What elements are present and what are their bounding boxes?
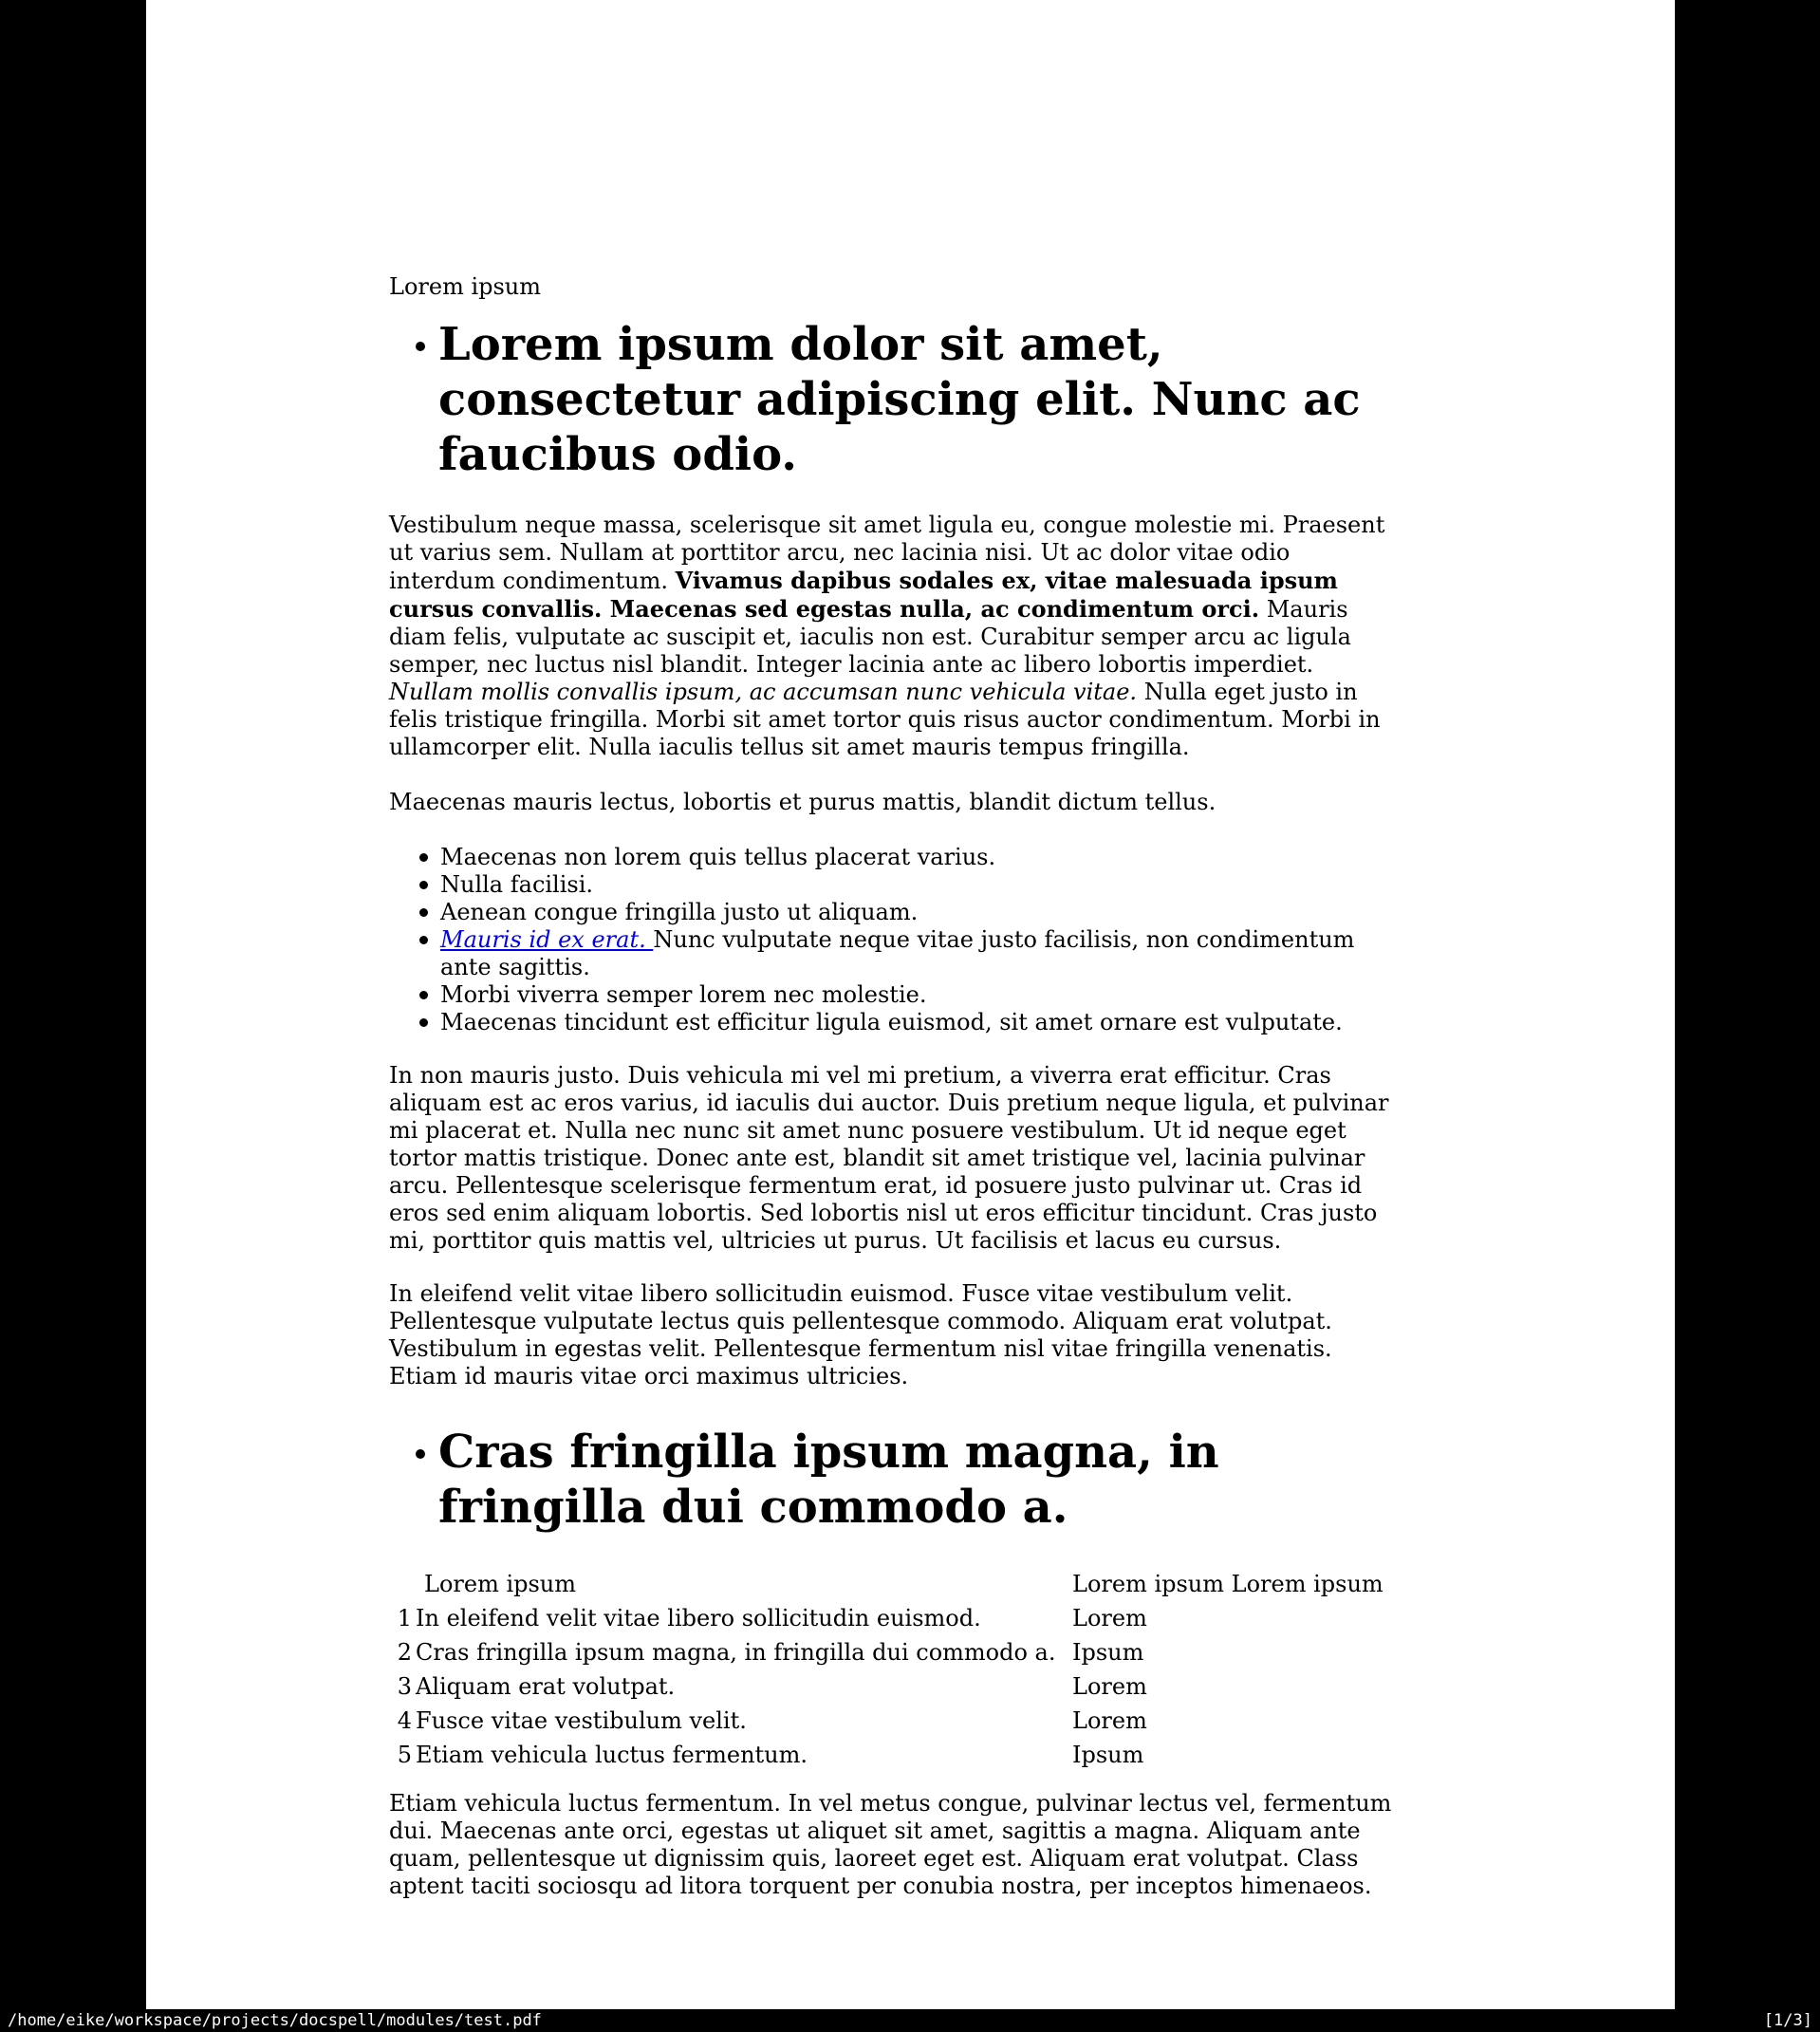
list-bullet-icon bbox=[419, 908, 428, 917]
list-item-text: Maecenas non lorem quis tellus placerat varius. bbox=[440, 844, 996, 870]
table-cell-text: Aliquam erat volutpat. bbox=[416, 1673, 676, 1700]
list-item bbox=[440, 899, 1400, 926]
list-item-text: Nulla facilisi. bbox=[440, 871, 594, 898]
heading-1-text: Lorem ipsum dolor sit amet, consectetur adipiscing elit. Nunc ac faucibus odio. bbox=[438, 318, 1361, 481]
paragraph-1-bold: Vivamus dapibus sodales ex, vitae malesuada ipsum cursus convallis. Maecenas sed egestas nulla, ac condimentum orci. bbox=[389, 567, 1338, 623]
table-cell-value: Ipsum bbox=[1072, 1742, 1144, 1768]
table-cell-value: Lorem bbox=[1072, 1673, 1147, 1700]
table-header-text: Lorem ipsum bbox=[424, 1571, 577, 1597]
paragraph-1-normal-b: Mauris diam felis, vulputate ac suscipit et, iaculis non est. Curabitur semper arcu ac ligula semper, nec luctus nisl blandit. Integer lacinia ante ac libero lobortis imperdiet. bbox=[389, 596, 1351, 678]
paragraph-4: In eleifend velit vitae libero sollicitudin euismod. Fusce vitae vestibulum velit. Pellentesque vulputate lectus quis pellentesque commodo. Aliquam erat volutpat. Vestibulum in egestas velit. Pellentesque fermentum nisl vitae fringilla venenatis. Etiam id mauris vitae orci maximus ultricies. bbox=[389, 1280, 1332, 1389]
list-item bbox=[440, 926, 1400, 981]
paragraph-2: Maecenas mauris lectus, lobortis et purus mattis, blandit dictum tellus. bbox=[389, 789, 1216, 815]
document-content bbox=[389, 0, 1400, 1900]
list-item-text: Nunc vulputate neque vitae justo facilisis, non condimentum ante sagittis. bbox=[440, 926, 1355, 980]
table-header-value: Lorem ipsum Lorem ipsum bbox=[1072, 1571, 1384, 1597]
table-row-number: 5 bbox=[397, 1742, 412, 1768]
statusbar-file-path: /home/eike/workspace/projects/docspell/modules/test.pdf bbox=[8, 2011, 542, 2030]
list-item bbox=[440, 844, 1400, 871]
table-row-number: 1 bbox=[397, 1605, 412, 1631]
list-item-text: Aenean congue fringilla justo ut aliquam. bbox=[440, 899, 919, 925]
list-item bbox=[440, 1009, 1400, 1036]
list-item bbox=[440, 981, 1400, 1009]
heading-2-text: Cras fringilla ipsum magna, in fringilla dui commodo a. bbox=[438, 1426, 1219, 1534]
document-table bbox=[389, 1567, 1400, 1772]
table-row bbox=[389, 1669, 1400, 1704]
table-row bbox=[389, 1704, 1400, 1738]
heading-bullet-icon bbox=[416, 1449, 425, 1459]
heading-bullet-icon bbox=[416, 342, 425, 351]
table-header-num bbox=[389, 1567, 412, 1601]
table-row bbox=[389, 1738, 1400, 1772]
list-bullet-icon bbox=[419, 936, 428, 944]
statusbar bbox=[0, 2009, 1820, 2032]
list-bullet-icon bbox=[419, 853, 428, 862]
list-bullet-icon bbox=[419, 1018, 428, 1027]
paragraph-1 bbox=[389, 512, 1400, 761]
paragraph-3: In non mauris justo. Duis vehicula mi vel mi pretium, a viverra erat efficitur. Cras aliquam est ac eros varius, id iaculis dui auctor. Duis pretium neque ligula, et pulvinar mi placerat et. Nulla nec nunc sit amet nunc posuere vestibulum. Ut id neque eget tortor mattis tristique. Donec ante est, blandit sit amet tristique vel, lacinia pulvinar arcu. Pellentesque scelerisque fermentum erat, id posuere justo pulvinar ut. Cras id eros sed enim aliquam lobortis. Sed lobortis nisl ut eros efficitur tincidunt. Cras justo mi, porttitor quis mattis vel, ultricies ut purus. Ut facilisis et lacus eu cursus. bbox=[389, 1062, 1389, 1254]
paragraph-1-italic: Nullam mollis convallis ipsum, ac accumsan nunc vehicula vitae. bbox=[389, 679, 1138, 705]
list-item bbox=[440, 871, 1400, 899]
paragraph-5: Etiam vehicula luctus fermentum. In vel metus congue, pulvinar lectus vel, fermentum dui. Maecenas ante orci, egestas ut aliquet sit amet, sagittis a magna. Aliquam ante quam, pellentesque ut dignissim quis, laoreet eget est. Aliquam erat volutpat. Class aptent taciti sociosqu ad litora torquent per conubia nostra, per inceptos himenaeos. bbox=[389, 1790, 1392, 1899]
paragraph-1-normal-c: Nulla eget justo in felis tristique fringilla. Morbi sit amet tortor quis risus auctor condimentum. Morbi in ullamcorper elit. Nulla iaculis tellus sit amet mauris tempus fringilla. bbox=[389, 679, 1381, 760]
table-row bbox=[389, 1635, 1400, 1669]
table-cell-value: Ipsum bbox=[1072, 1639, 1144, 1666]
table-cell-value: Lorem bbox=[1072, 1605, 1147, 1631]
table-cell-text: Cras fringilla ipsum magna, in fringilla dui commodo a. bbox=[416, 1639, 1056, 1666]
list-bullet-icon bbox=[419, 881, 428, 889]
table-cell-text: Fusce vitae vestibulum velit. bbox=[416, 1707, 747, 1734]
statusbar-page-indicator: [1/3] bbox=[1763, 2011, 1812, 2030]
pdf-page[interactable] bbox=[146, 0, 1675, 2009]
table-cell-value: Lorem bbox=[1072, 1707, 1147, 1734]
table-row bbox=[389, 1601, 1400, 1635]
table-row-number: 4 bbox=[397, 1707, 412, 1734]
table-row-number: 3 bbox=[397, 1673, 412, 1700]
heading-1 bbox=[389, 317, 1400, 482]
document-hyperlink[interactable]: Mauris id ex erat. bbox=[440, 926, 654, 953]
table-cell-text: In eleifend velit vitae libero sollicitudin euismod. bbox=[416, 1605, 981, 1631]
list-item-text: Morbi viverra semper lorem nec molestie. bbox=[440, 981, 927, 1008]
bullet-list bbox=[389, 844, 1400, 1036]
heading-2 bbox=[389, 1425, 1400, 1535]
table-header-row bbox=[389, 1567, 1400, 1601]
list-bullet-icon bbox=[419, 991, 428, 999]
paragraph-1-normal-a: Vestibulum neque massa, scelerisque sit amet ligula eu, congue molestie mi. Praesent ut varius sem. Nullam at porttitor arcu, nec lacinia nisi. Ut ac dolor vitae odio interdum condimentum. bbox=[389, 512, 1385, 594]
table-row-number: 2 bbox=[397, 1639, 412, 1666]
table-cell-text: Etiam vehicula luctus fermentum. bbox=[416, 1742, 808, 1768]
list-item-text: Maecenas tincidunt est efficitur ligula euismod, sit amet ornare est vulputate. bbox=[440, 1009, 1343, 1035]
document-top-label: Lorem ipsum bbox=[389, 273, 542, 300]
